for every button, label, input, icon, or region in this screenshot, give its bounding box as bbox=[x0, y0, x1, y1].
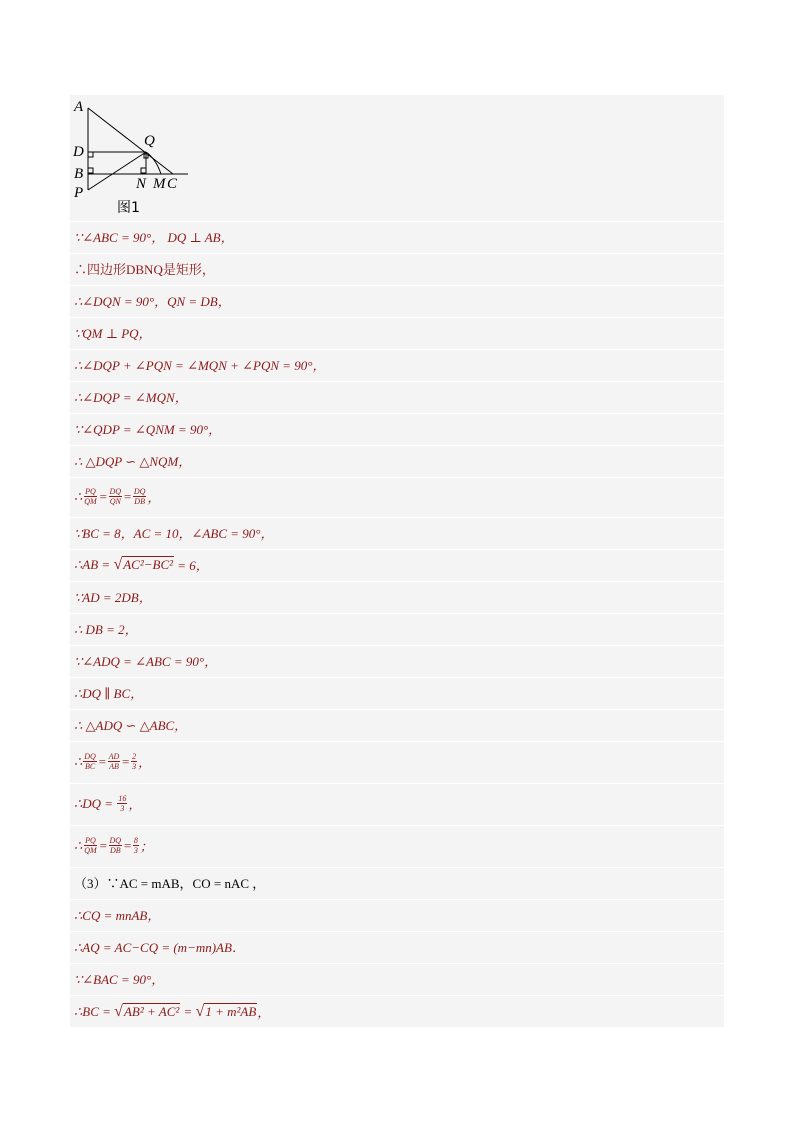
label-B: B bbox=[74, 166, 84, 182]
step-3: ∴∠DQN = 90°，QN = DB， bbox=[70, 285, 724, 315]
step-20: （3）∵AC = mAB，CO = nAC ， bbox=[70, 867, 724, 897]
step-5: ∴∠DQP + ∠PQN = ∠MQN + ∠PQN = 90°， bbox=[70, 349, 724, 379]
label-C: C bbox=[167, 176, 178, 192]
step-23: ∵∠BAC = 90°， bbox=[70, 963, 724, 993]
step-13: ∴ DB = 2， bbox=[70, 613, 724, 643]
label-A: A bbox=[74, 99, 84, 115]
step-9: ∴ $\frac{PQ}{QM}$ = $\frac{DQ}{QN}$ = $\frac{DQ}{DB}$ ， bbox=[70, 477, 724, 515]
step-24: ∴BC = √ AB² + AC² = √ 1 + m²AB ， bbox=[70, 995, 724, 1027]
step-16: ∴ △ADQ ∽ △ABC， bbox=[70, 709, 724, 739]
step-7: ∵∠QDP = ∠QNM = 90°， bbox=[70, 413, 724, 443]
step-18: ∴DQ = $\frac{16}{3}$ ， bbox=[70, 783, 724, 823]
label-P: P bbox=[74, 185, 84, 201]
right-angle-N bbox=[141, 168, 146, 173]
step-19: ∴ $\frac{PQ}{QM}$ = $\frac{DQ}{DB}$ = $\frac{8}{3}$ ； bbox=[70, 825, 724, 865]
step-17: ∴ $\frac{DQ}{BC}$ = $\frac{AD}{AB}$ = $\frac{2}{3}$ ， bbox=[70, 741, 724, 781]
step-14: ∵∠ADQ = ∠ABC = 90°， bbox=[70, 645, 724, 675]
figure-1-diagram bbox=[70, 95, 724, 220]
step-12: ∵AD = 2DB， bbox=[70, 581, 724, 611]
step-6: ∴∠DQP = ∠MQN， bbox=[70, 381, 724, 411]
step-8: ∴ △DQP ∽ △NQM， bbox=[70, 445, 724, 475]
step-11: ∴AB = √ AC²−BC² = 6， bbox=[70, 549, 724, 579]
label-M: M bbox=[153, 176, 166, 192]
label-N: N bbox=[136, 176, 147, 192]
right-angle-B bbox=[88, 168, 93, 173]
step-10: ∵BC = 8，AC = 10，∠ABC = 90°， bbox=[70, 517, 724, 547]
label-Q: Q bbox=[144, 133, 155, 149]
right-angle-D bbox=[88, 152, 93, 157]
step-21: ∴CQ = mnAB， bbox=[70, 899, 724, 929]
step-15: ∴DQ ∥ BC， bbox=[70, 677, 724, 707]
label-D: D bbox=[73, 144, 84, 160]
line-AC bbox=[88, 108, 173, 174]
step-22: ∴AQ = AC−CQ = (m−mn)AB． bbox=[70, 931, 724, 961]
step-4: ∵QM ⊥ PQ， bbox=[70, 317, 724, 347]
geometry-figure bbox=[70, 95, 724, 220]
figure-caption: 图1 bbox=[117, 200, 140, 216]
solution-panel bbox=[70, 95, 724, 1027]
step-2: ∴四边形DBNQ是矩形， bbox=[70, 253, 724, 283]
step-1: ∵∠ABC = 90°， DQ ⊥ AB， bbox=[70, 221, 724, 251]
